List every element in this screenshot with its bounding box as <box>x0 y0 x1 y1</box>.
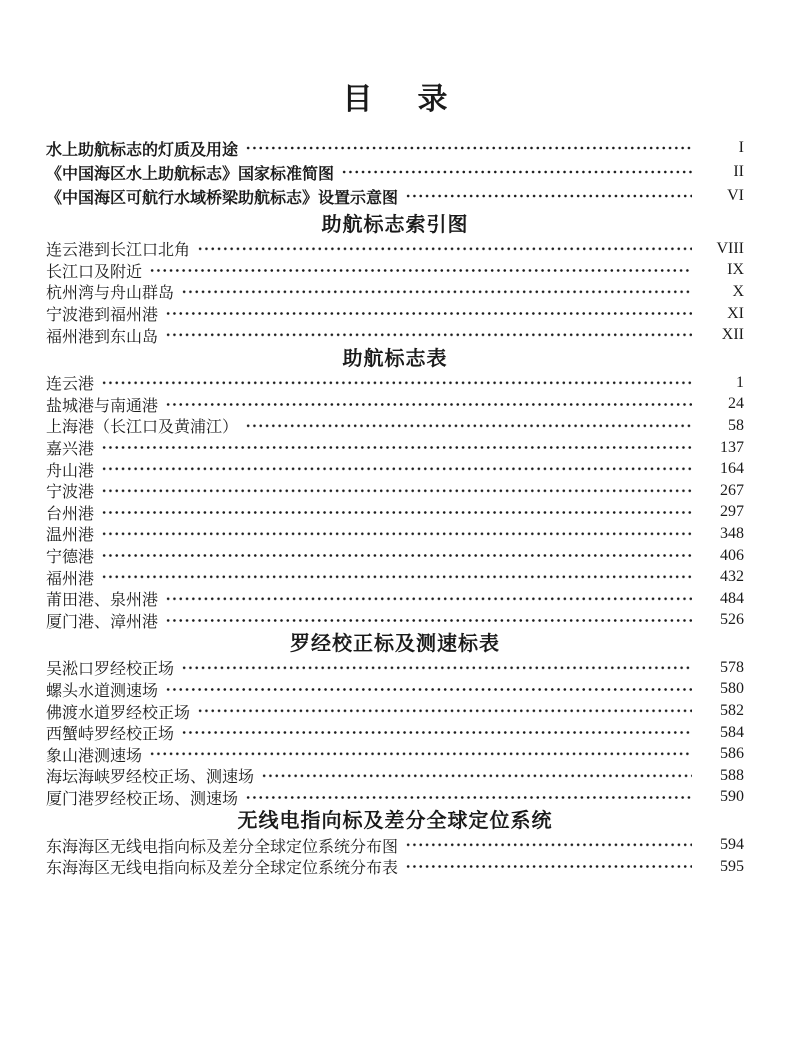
toc-entry <box>46 679 744 701</box>
toc-entry-page: 164 <box>720 460 744 478</box>
dot-leader <box>245 136 692 160</box>
toc-entry-page: 582 <box>720 702 744 720</box>
toc-entry <box>46 502 744 524</box>
dot-leader <box>165 303 692 325</box>
toc-entry <box>46 437 744 459</box>
toc-entry-label: 嘉兴港 <box>46 441 95 459</box>
toc-entry-page: 590 <box>720 788 744 806</box>
toc-entry <box>46 324 744 346</box>
toc-entry-label: 佛渡水道罗经校正场 <box>46 704 191 722</box>
page-title: 目 录 <box>342 83 455 116</box>
dot-leader <box>101 480 692 502</box>
toc-entry-page: XII <box>721 326 744 344</box>
toc-entry <box>46 184 744 208</box>
toc-entry <box>46 765 744 787</box>
toc-entry <box>46 722 744 744</box>
toc-entry-label: 舟山港 <box>46 462 95 480</box>
toc-entry-page: 24 <box>728 395 744 413</box>
toc-entry-label: 《中国海区可航行水域桥梁助航标志》设置示意图 <box>46 189 399 207</box>
toc-entry <box>46 610 744 632</box>
dot-leader <box>165 324 692 346</box>
toc-entry <box>46 545 744 567</box>
toc-entry <box>46 260 744 282</box>
dot-leader <box>405 184 692 208</box>
toc-entry-page: 137 <box>720 438 744 456</box>
toc-entry <box>46 281 744 303</box>
toc-entry-label: 水上助航标志的灯质及用途 <box>46 141 239 159</box>
dot-leader <box>165 588 692 610</box>
dot-leader <box>405 834 692 856</box>
toc-entry-label: 东海海区无线电指向标及差分全球定位系统分布图 <box>46 838 399 856</box>
toc-entry-page: 594 <box>720 836 744 854</box>
toc-entry <box>46 743 744 765</box>
dot-leader <box>101 545 692 567</box>
toc-entry <box>46 588 744 610</box>
toc-entry-label: 宁德港 <box>46 549 95 567</box>
toc-entry-page: 578 <box>720 658 744 676</box>
toc-entry <box>46 834 744 856</box>
toc-entry-page: 580 <box>720 680 744 698</box>
dot-leader <box>101 372 692 394</box>
toc-entry-page: XI <box>727 304 744 322</box>
toc-entry-label: 象山港测速场 <box>46 747 143 765</box>
toc-entry-label: 海坛海峡罗经校正场、测速场 <box>46 769 255 787</box>
toc-entry <box>46 523 744 545</box>
toc-entry-label: 莆田港、泉州港 <box>46 592 159 610</box>
toc-entry <box>46 700 744 722</box>
dot-leader <box>165 610 692 632</box>
toc-entry-label: 长江口及附近 <box>46 263 143 281</box>
toc-entry-page: II <box>733 163 744 180</box>
dot-leader <box>181 657 692 679</box>
toc-entry-label: 厦门港、漳州港 <box>46 613 159 631</box>
dot-leader <box>101 523 692 545</box>
dot-leader <box>101 502 692 524</box>
toc-entry-label: 螺头水道测速场 <box>46 682 159 700</box>
toc-entry-page: 1 <box>736 373 744 391</box>
toc-entry-label: 福州港到东山岛 <box>46 328 159 346</box>
dot-leader <box>165 394 692 416</box>
toc-entry-page: 588 <box>720 766 744 784</box>
toc-entry-label: 东海海区无线电指向标及差分全球定位系统分布表 <box>46 860 399 878</box>
dot-leader <box>197 238 692 260</box>
section-heading: 助航标志表 <box>342 347 448 370</box>
toc-entry-label: 盐城港与南通港 <box>46 397 159 415</box>
toc-entry <box>46 238 744 260</box>
toc-entry <box>46 136 744 160</box>
toc-entry-page: 267 <box>720 481 744 499</box>
toc-entry <box>46 566 744 588</box>
toc-entry-label: 福州港 <box>46 570 95 588</box>
toc-entry <box>46 458 744 480</box>
dot-leader <box>405 856 692 878</box>
toc-entry-page: 297 <box>720 503 744 521</box>
toc-entry-page: 58 <box>728 416 744 434</box>
toc-entry-label: 连云港到长江口北角 <box>46 242 191 260</box>
toc-entry-label: 宁波港 <box>46 484 95 502</box>
toc-entry-page: X <box>732 282 744 300</box>
toc-entry <box>46 657 744 679</box>
toc-entry-label: 宁波港到福州港 <box>46 307 159 325</box>
dot-leader <box>149 260 692 282</box>
dot-leader <box>181 722 692 744</box>
dot-leader <box>197 700 692 722</box>
dot-leader <box>101 566 692 588</box>
toc-entry <box>46 303 744 325</box>
toc-entry <box>46 372 744 394</box>
toc-entry-page: 484 <box>720 589 744 607</box>
toc-entry-page: VI <box>727 187 744 204</box>
toc-entry-page: 406 <box>720 546 744 564</box>
dot-leader <box>245 415 692 437</box>
toc-entry-label: 连云港 <box>46 376 95 394</box>
dot-leader <box>261 765 692 787</box>
dot-leader <box>101 458 692 480</box>
toc-entry-page: 595 <box>720 857 744 875</box>
toc-entry-label: 台州港 <box>46 505 95 523</box>
section-heading: 助航标志索引图 <box>321 214 469 236</box>
toc-entry <box>46 415 744 437</box>
toc-entry <box>46 480 744 502</box>
section-heading: 无线电指向标及差分全球定位系统 <box>237 810 553 833</box>
toc-entry-page: 432 <box>720 568 744 586</box>
toc-entry-label: 温州港 <box>46 527 95 545</box>
toc-entry-label: 杭州湾与舟山群岛 <box>46 285 175 303</box>
toc-entry-label: 吴淞口罗经校正场 <box>46 661 175 679</box>
toc-entry <box>46 160 744 184</box>
toc-entry-label: 上海港（长江口及黄浦江） <box>46 419 239 437</box>
toc-entry-label: 厦门港罗经校正场、测速场 <box>46 790 239 808</box>
dot-leader <box>181 281 692 303</box>
toc-entry <box>46 856 744 878</box>
toc-entry <box>46 394 744 416</box>
toc-entry <box>46 787 744 809</box>
toc-entry-page: 526 <box>720 611 744 629</box>
toc-entry-page: I <box>738 139 744 156</box>
section-heading: 罗经校正标及测速标表 <box>290 633 500 656</box>
dot-leader <box>101 437 692 459</box>
dot-leader <box>149 743 692 765</box>
toc-entry-label: 《中国海区水上助航标志》国家标准简图 <box>46 165 335 183</box>
toc-entry-page: 348 <box>720 524 744 542</box>
dot-leader <box>341 160 692 184</box>
toc-entry-page: 586 <box>720 745 744 763</box>
toc-entry-page: 584 <box>720 723 744 741</box>
toc-entry-page: VIII <box>716 239 744 257</box>
dot-leader <box>165 679 692 701</box>
dot-leader <box>245 787 692 809</box>
toc-entry-page: IX <box>727 261 744 279</box>
toc-entry-label: 西蟹峙罗经校正场 <box>46 726 175 744</box>
